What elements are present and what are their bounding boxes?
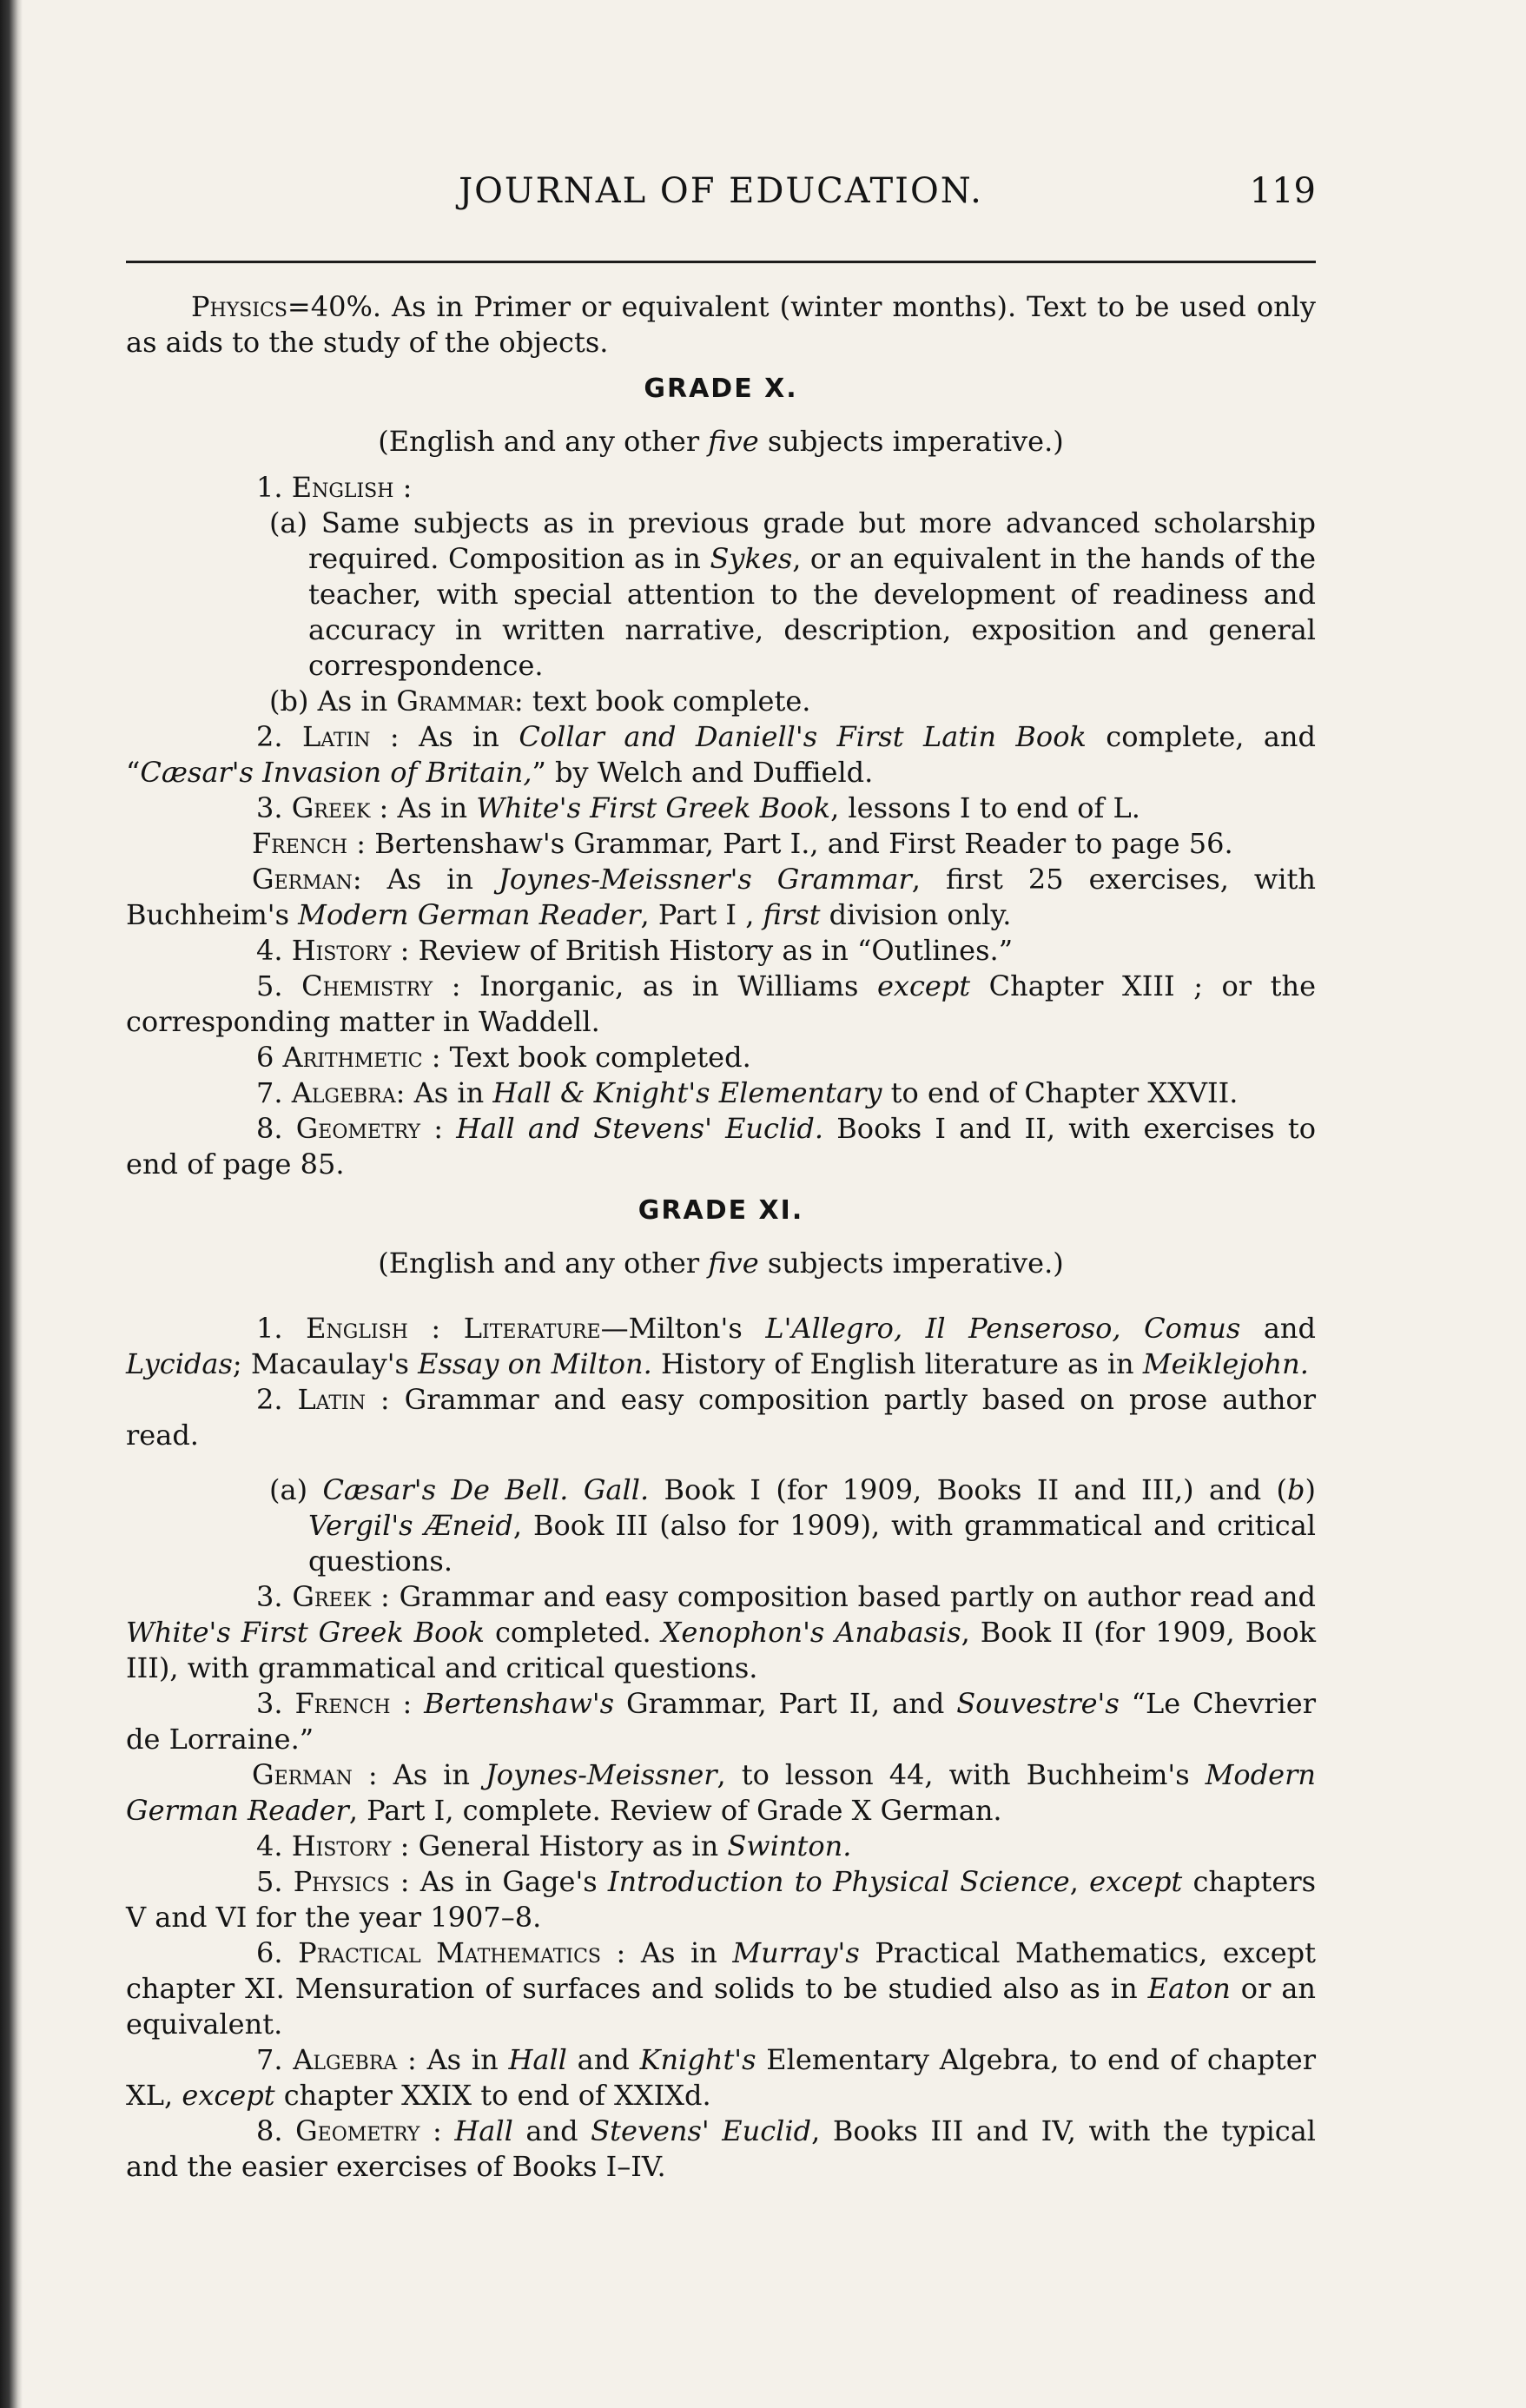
grade-x-chemistry: 5. Chemistry : Inorganic, as in Williams except Chapter XIII ; or the corresponding matter in Waddell. bbox=[126, 969, 1317, 1038]
running-title: JOURNAL OF EDUCATION. bbox=[459, 171, 983, 211]
grade-xi-physics: 5. Physics : As in Gage's Introduction to Physical Science, except chapters V and VI for the year 1907–8. bbox=[126, 1865, 1317, 1934]
grade-xi-history: 4. History : General History as in Swinton. bbox=[256, 1829, 852, 1862]
page-header bbox=[126, 171, 1316, 229]
grade-x-algebra: 7. Algebra: As in Hall & Knight's Elementary to end of Chapter XXVII. bbox=[256, 1076, 1239, 1109]
grade-xi-practical-mathematics: 6. Practical Mathematics : As in Murray's Practical Mathematics, except chapter XI. Mensuration of surfaces and solids to be studied also as in Eaton or an equivalent. bbox=[126, 1936, 1317, 2041]
grade-xi-heading: GRADE XI. bbox=[637, 1195, 804, 1226]
grade-xi-german: German : As in Joynes-Meissner, to lesson 44, with Buchheim's Modern German Reader, Part I, complete. Review of Grade X German. bbox=[126, 1758, 1317, 1827]
grade-x-geometry: 8. Geometry : Hall and Stevens' Euclid. Books I and II, with exercises to end of page 85. bbox=[126, 1112, 1316, 1181]
grade-xi-english: 1. English : Literature—Milton's L'Allegro, Il Penseroso, Comus and Lycidas; Macaulay's Essay on Milton. History of English literature as in Meiklejohn. bbox=[126, 1312, 1317, 1380]
grade-x-greek: 3. Greek : As in White's First Greek Book, lessons I to end of L. bbox=[256, 791, 1140, 824]
header-rule bbox=[126, 261, 1316, 263]
grade-xi-latin-a: (a) Cæsar's De Bell. Gall. Book I (for 1909, Books II and III,) and (b) Vergil's Æneid, Book III (also for 1909), with grammatical and critical questions. bbox=[269, 1473, 1317, 1578]
grade-xi-greek: 3. Greek : Grammar and easy composition based partly on author read and White's First Greek Book completed. Xenophon's Anabasis, Book II (for 1909, Book III), with grammatical and critical questions. bbox=[126, 1580, 1317, 1684]
grade-xi-note: (English and any other five subjects imperative.) bbox=[378, 1247, 1064, 1280]
grade-x-latin: 2. Latin : As in Collar and Daniell's First Latin Book complete, and “Cæsar's Invasion of Britain,” by Welch and Duffield. bbox=[126, 720, 1317, 789]
spacer bbox=[126, 1292, 1316, 1311]
grade-x-german: German: As in Joynes-Meissner's Grammar, first 25 exercises, with Buchheim's Modern German Reader, Part I , first division only. bbox=[126, 863, 1317, 931]
spacer bbox=[126, 1453, 1316, 1472]
physics-intro: Physics=40%. As in Primer or equivalent (winter months). Text to be used only as aids to the study of the objects. bbox=[126, 290, 1316, 359]
grade-xi-french: 3. French : Bertenshaw's Grammar, Part II, and Souvestre's “Le Chevrier de Lorraine.” bbox=[126, 1687, 1317, 1756]
grade-xi-geometry: 8. Geometry : Hall and Stevens' Euclid, Books III and IV, with the typical and the easier exercises of Books I–IV. bbox=[126, 2114, 1317, 2183]
scan-edge-shadow bbox=[0, 0, 23, 2408]
journal-page bbox=[126, 171, 1317, 2185]
grade-x-history: 4. History : Review of British History as in “Outlines.” bbox=[256, 934, 1014, 967]
page-number: 119 bbox=[1249, 171, 1316, 211]
grade-x-note: (English and any other five subjects imperative.) bbox=[378, 425, 1064, 458]
grade-x-english-a: (a) Same subjects as in previous grade but more advanced scholarship required. Composition as in Sykes, or an equivalent in the hands of the teacher, with special attention to the development of readiness and accuracy in written narrative, description, exposition and general correspondence. bbox=[269, 506, 1317, 682]
grade-x-french: French : Bertenshaw's Grammar, Part I., and First Reader to page 56. bbox=[252, 827, 1233, 860]
grade-xi-latin: 2. Latin : Grammar and easy composition partly based on prose author read. bbox=[126, 1383, 1316, 1452]
grade-x-heading: GRADE X. bbox=[644, 374, 798, 404]
grade-x-english-b: (b) As in Grammar: text book complete. bbox=[269, 685, 811, 718]
grade-x-english: 1. English : bbox=[256, 471, 413, 504]
grade-xi-algebra: 7. Algebra : As in Hall and Knight's Elementary Algebra, to end of chapter XL, except chapter XXIX to end of XXIXd. bbox=[126, 2043, 1317, 2112]
grade-x-arithmetic: 6 Arithmetic : Text book completed. bbox=[256, 1041, 751, 1074]
